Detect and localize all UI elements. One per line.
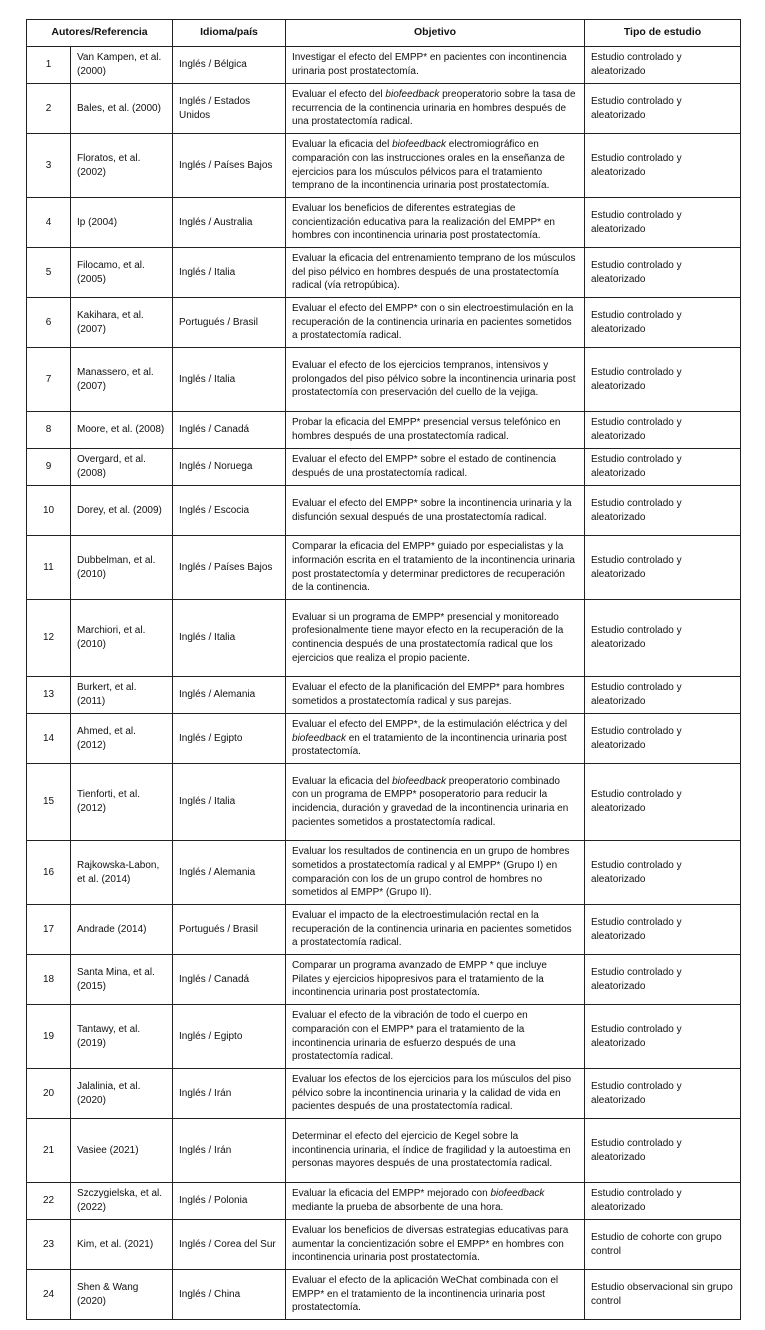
study-type-cell: Estudio controlado y aleatorizado	[585, 198, 741, 248]
table-row	[27, 449, 741, 486]
objective-cell: Evaluar el efecto de la vibración de todo el cuerpo en comparación con el EMPP* para el tratamiento de la incontinencia urinaria de esfuerzo después de una prostatectomía radical.	[286, 1005, 585, 1069]
study-type-cell: Estudio controlado y aleatorizado	[585, 84, 741, 134]
study-type-cell: Estudio de cohorte con grupo control	[585, 1220, 741, 1270]
study-type-cell: Estudio controlado y aleatorizado	[585, 1183, 741, 1220]
language-country-cell: Inglés / Italia	[173, 248, 286, 298]
study-type-cell: Estudio controlado y aleatorizado	[585, 1005, 741, 1069]
language-country-cell: Inglés / Italia	[173, 764, 286, 841]
author-cell: Burkert, et al. (2011)	[71, 677, 173, 714]
language-country-cell: Inglés / Irán	[173, 1069, 286, 1119]
objective-cell: Evaluar los efectos de los ejercicios para los músculos del piso pélvico sobre la incontinencia urinaria y la calidad de vida en pacientes después de una prostatectomía radical.	[286, 1069, 585, 1119]
language-country-cell: Inglés / Alemania	[173, 677, 286, 714]
objective-cell: Evaluar la eficacia del entrenamiento temprano de los músculos del piso pélvico en hombres después de una prostatectomía radical (vía retropúbica).	[286, 248, 585, 298]
study-type-cell: Estudio controlado y aleatorizado	[585, 298, 741, 348]
author-cell: Szczygielska, et al. (2022)	[71, 1183, 173, 1220]
row-number: 20	[27, 1069, 71, 1119]
row-number: 1	[27, 47, 71, 84]
objective-cell: Evaluar la eficacia del EMPP* mejorado con biofeedback mediante la prueba de absorbente de una hora.	[286, 1183, 585, 1220]
objective-cell: Evaluar el efecto del EMPP*, de la estimulación eléctrica y del biofeedback en el tratamiento de la incontinencia urinaria post prostatectomía.	[286, 714, 585, 764]
row-number: 16	[27, 841, 71, 905]
author-cell: Overgard, et al. (2008)	[71, 449, 173, 486]
author-cell: Tienforti, et al. (2012)	[71, 764, 173, 841]
language-country-cell: Inglés / Egipto	[173, 1005, 286, 1069]
row-number: 7	[27, 348, 71, 412]
row-number: 12	[27, 600, 71, 677]
author-cell: Floratos, et al. (2002)	[71, 134, 173, 198]
header-autores: Autores/Referencia	[27, 20, 173, 47]
language-country-cell: Inglés / Italia	[173, 600, 286, 677]
author-cell: Shen & Wang (2020)	[71, 1270, 173, 1320]
objective-cell: Evaluar los resultados de continencia en un grupo de hombres sometidos a prostatectomía radical y al EMPP* (Grupo I) en comparación con los de un grupo control de hombres no sometidos al EMPP* (Grupo II).	[286, 841, 585, 905]
study-type-cell: Estudio controlado y aleatorizado	[585, 955, 741, 1005]
author-cell: Van Kampen, et al. (2000)	[71, 47, 173, 84]
author-cell: Vasiee (2021)	[71, 1119, 173, 1183]
table-body	[27, 47, 741, 1320]
objective-cell: Evaluar si un programa de EMPP* presencial y monitoreado profesionalmente tiene mayor efecto en la recuperación de la continencia después de una prostatectomía radical que los ejercicios que realiza el propio paciente.	[286, 600, 585, 677]
header-row	[27, 20, 741, 47]
language-country-cell: Inglés / Estados Unidos	[173, 84, 286, 134]
author-cell: Kim, et al. (2021)	[71, 1220, 173, 1270]
table-row	[27, 298, 741, 348]
study-type-cell: Estudio controlado y aleatorizado	[585, 905, 741, 955]
language-country-cell: Portugués / Brasil	[173, 905, 286, 955]
language-country-cell: Inglés / Canadá	[173, 955, 286, 1005]
table-row	[27, 486, 741, 536]
language-country-cell: Inglés / Australia	[173, 198, 286, 248]
row-number: 23	[27, 1220, 71, 1270]
row-number: 6	[27, 298, 71, 348]
author-cell: Manassero, et al. (2007)	[71, 348, 173, 412]
table-row	[27, 348, 741, 412]
study-type-cell: Estudio observacional sin grupo control	[585, 1270, 741, 1320]
header-idioma: Idioma/país	[173, 20, 286, 47]
study-type-cell: Estudio controlado y aleatorizado	[585, 348, 741, 412]
row-number: 18	[27, 955, 71, 1005]
objective-cell: Evaluar la eficacia del biofeedback electromiográfico en comparación con las instrucciones orales en la enseñanza de ejercicios para los músculos pélvicos para el tratamiento temprano de la incontinencia urinaria post prostatectomía.	[286, 134, 585, 198]
studies-table	[26, 19, 741, 1320]
row-number: 5	[27, 248, 71, 298]
table-row	[27, 412, 741, 449]
study-type-cell: Estudio controlado y aleatorizado	[585, 449, 741, 486]
header-tipo: Tipo de estudio	[585, 20, 741, 47]
objective-cell: Evaluar el efecto de la planificación del EMPP* para hombres sometidos a prostatectomía radical y sus parejas.	[286, 677, 585, 714]
table-row	[27, 955, 741, 1005]
table-row	[27, 841, 741, 905]
language-country-cell: Inglés / Alemania	[173, 841, 286, 905]
table-row	[27, 1220, 741, 1270]
objective-cell: Evaluar el efecto del EMPP* sobre la incontinencia urinaria y la disfunción sexual después de una prostatectomía radical.	[286, 486, 585, 536]
objective-cell: Evaluar los beneficios de diversas estrategias educativas para aumentar la concientización sobre el EMPP* en hombres con incontinencia urinaria post prostatectomía.	[286, 1220, 585, 1270]
objective-cell: Evaluar la eficacia del biofeedback preoperatorio combinado con un programa de EMPP* posoperatorio para reducir la incidencia, duración y gravedad de la incontinencia urinaria en pacientes sometidos a prostatectomía radical.	[286, 764, 585, 841]
table-row	[27, 1183, 741, 1220]
study-type-cell: Estudio controlado y aleatorizado	[585, 600, 741, 677]
table-row	[27, 248, 741, 298]
objective-cell: Evaluar el impacto de la electroestimulación rectal en la recuperación de la continencia urinaria en pacientes sometidos a prostatectomía radical.	[286, 905, 585, 955]
study-type-cell: Estudio controlado y aleatorizado	[585, 134, 741, 198]
language-country-cell: Inglés / Italia	[173, 348, 286, 412]
author-cell: Ip (2004)	[71, 198, 173, 248]
study-type-cell: Estudio controlado y aleatorizado	[585, 486, 741, 536]
study-type-cell: Estudio controlado y aleatorizado	[585, 764, 741, 841]
language-country-cell: Inglés / Egipto	[173, 714, 286, 764]
objective-cell: Evaluar el efecto de la aplicación WeChat combinada con el EMPP* en el tratamiento de la incontinencia urinaria post prostatectomía.	[286, 1270, 585, 1320]
study-type-cell: Estudio controlado y aleatorizado	[585, 1119, 741, 1183]
author-cell: Filocamo, et al. (2005)	[71, 248, 173, 298]
table-row	[27, 84, 741, 134]
objective-cell: Investigar el efecto del EMPP* en pacientes con incontinencia urinaria post prostatectomía.	[286, 47, 585, 84]
row-number: 19	[27, 1005, 71, 1069]
author-cell: Ahmed, et al. (2012)	[71, 714, 173, 764]
row-number: 4	[27, 198, 71, 248]
table-row	[27, 1069, 741, 1119]
table-row	[27, 536, 741, 600]
study-type-cell: Estudio controlado y aleatorizado	[585, 47, 741, 84]
author-cell: Marchiori, et al. (2010)	[71, 600, 173, 677]
study-type-cell: Estudio controlado y aleatorizado	[585, 1069, 741, 1119]
objective-cell: Comparar la eficacia del EMPP* guiado por especialistas y la información escrita en el tratamiento de la incontinencia urinaria post prostatectomía y determinar predictores de recuperación de la continencia.	[286, 536, 585, 600]
row-number: 2	[27, 84, 71, 134]
objective-cell: Evaluar el efecto del EMPP* sobre el estado de continencia después de una prostatectomía radical.	[286, 449, 585, 486]
author-cell: Santa Mina, et al. (2015)	[71, 955, 173, 1005]
objective-cell: Evaluar el efecto del biofeedback preoperatorio sobre la tasa de recurrencia de la continencia urinaria en hombres después de una prostatectomía radical.	[286, 84, 585, 134]
row-number: 14	[27, 714, 71, 764]
objective-cell: Evaluar los beneficios de diferentes estrategias de concientización educativa para la realización del EMPP* en hombres con incontinencia urinaria post prostatectomía.	[286, 198, 585, 248]
author-cell: Kakihara, et al. (2007)	[71, 298, 173, 348]
row-number: 10	[27, 486, 71, 536]
author-cell: Tantawy, et al. (2019)	[71, 1005, 173, 1069]
row-number: 9	[27, 449, 71, 486]
study-type-cell: Estudio controlado y aleatorizado	[585, 677, 741, 714]
author-cell: Bales, et al. (2000)	[71, 84, 173, 134]
author-cell: Dorey, et al. (2009)	[71, 486, 173, 536]
row-number: 3	[27, 134, 71, 198]
row-number: 17	[27, 905, 71, 955]
language-country-cell: Portugués / Brasil	[173, 298, 286, 348]
language-country-cell: Inglés / Países Bajos	[173, 536, 286, 600]
objective-cell: Evaluar el efecto de los ejercicios tempranos, intensivos y prolongados del piso pélvico sobre la incontinencia urinaria post prostatectomía con preservación del cuello de la vejiga.	[286, 348, 585, 412]
study-type-cell: Estudio controlado y aleatorizado	[585, 714, 741, 764]
author-cell: Moore, et al. (2008)	[71, 412, 173, 449]
study-type-cell: Estudio controlado y aleatorizado	[585, 841, 741, 905]
objective-cell: Evaluar el efecto del EMPP* con o sin electroestimulación en la recuperación de la continencia urinaria en pacientes sometidos a prostatectomía radical.	[286, 298, 585, 348]
table-row	[27, 1119, 741, 1183]
table-row	[27, 677, 741, 714]
language-country-cell: Inglés / Noruega	[173, 449, 286, 486]
table-row	[27, 198, 741, 248]
objective-cell: Probar la eficacia del EMPP* presencial versus telefónico en hombres después de una prostatectomía radical.	[286, 412, 585, 449]
language-country-cell: Inglés / China	[173, 1270, 286, 1320]
author-cell: Jalalinia, et al. (2020)	[71, 1069, 173, 1119]
row-number: 22	[27, 1183, 71, 1220]
row-number: 11	[27, 536, 71, 600]
study-type-cell: Estudio controlado y aleatorizado	[585, 536, 741, 600]
author-cell: Rajkowska-Labon, et al. (2014)	[71, 841, 173, 905]
study-type-cell: Estudio controlado y aleatorizado	[585, 248, 741, 298]
table-row	[27, 134, 741, 198]
author-cell: Dubbelman, et al. (2010)	[71, 536, 173, 600]
table-row	[27, 1270, 741, 1320]
language-country-cell: Inglés / Polonia	[173, 1183, 286, 1220]
language-country-cell: Inglés / Bélgica	[173, 47, 286, 84]
row-number: 8	[27, 412, 71, 449]
header-objetivo: Objetivo	[286, 20, 585, 47]
objective-cell: Comparar un programa avanzado de EMPP * que incluye Pilates y ejercicios hipopresivos para el tratamiento de la incontinencia urinaria post prostatectomía.	[286, 955, 585, 1005]
table-row	[27, 764, 741, 841]
language-country-cell: Inglés / Corea del Sur	[173, 1220, 286, 1270]
language-country-cell: Inglés / Irán	[173, 1119, 286, 1183]
language-country-cell: Inglés / Escocia	[173, 486, 286, 536]
author-cell: Andrade (2014)	[71, 905, 173, 955]
table-row	[27, 1005, 741, 1069]
table-row	[27, 714, 741, 764]
row-number: 15	[27, 764, 71, 841]
row-number: 21	[27, 1119, 71, 1183]
table-row	[27, 47, 741, 84]
row-number: 13	[27, 677, 71, 714]
objective-cell: Determinar el efecto del ejercicio de Kegel sobre la incontinencia urinaria, el índice de fragilidad y la autoestima en personas mayores después de una prostatectomía radical.	[286, 1119, 585, 1183]
study-type-cell: Estudio controlado y aleatorizado	[585, 412, 741, 449]
row-number: 24	[27, 1270, 71, 1320]
table-row	[27, 905, 741, 955]
language-country-cell: Inglés / Países Bajos	[173, 134, 286, 198]
table-row	[27, 600, 741, 677]
language-country-cell: Inglés / Canadá	[173, 412, 286, 449]
